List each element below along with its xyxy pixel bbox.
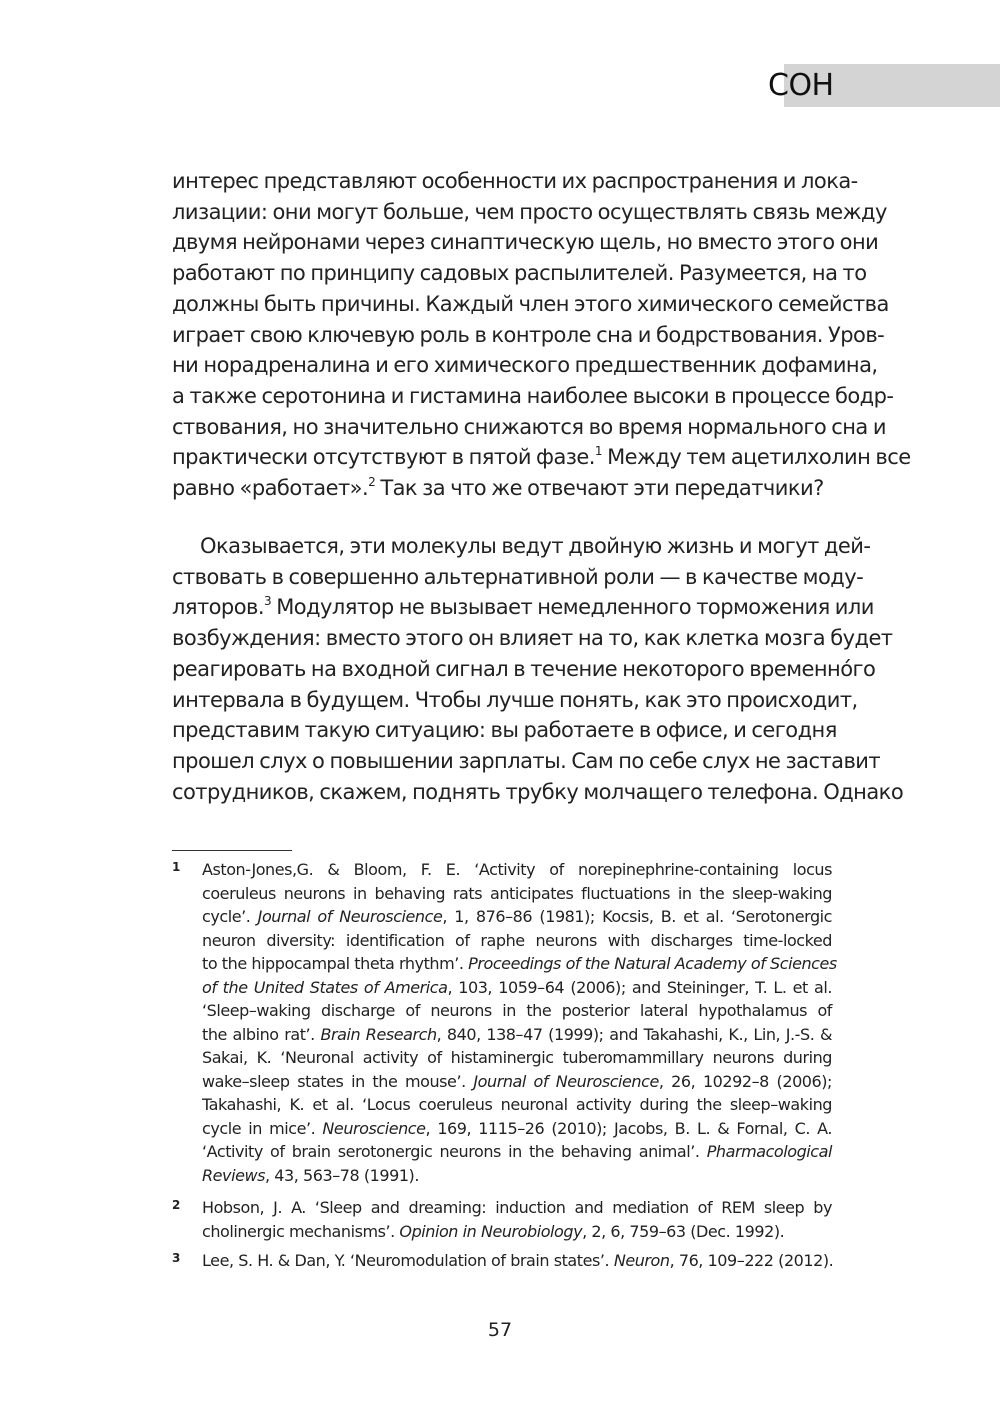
- footnote-2: [172, 1196, 832, 1243]
- footnote-line: [202, 1249, 832, 1273]
- text-line: должны быть причины. Каждый член этого химического семейства: [172, 291, 889, 316]
- text-line: реагировать на входной сигнал в течение некоторого временно́го: [172, 656, 876, 681]
- footnote-line: [202, 1220, 832, 1244]
- text-segment: Так за что же отвечают эти передатчики?: [375, 476, 824, 501]
- text-line: [172, 442, 911, 473]
- footnote-line: ‘Sleep–waking discharge of neurons in the posterior lateral hypothalamus of: [202, 1001, 832, 1020]
- footnote-number: 2: [172, 1198, 180, 1212]
- footnote-1: [172, 858, 837, 1187]
- text-line: а также серотонина и гистамина наиболее высоки в процессе бодр-: [172, 383, 894, 408]
- footnote-divider: [172, 850, 292, 851]
- text-line: Оказывается, эти молекулы ведут двойную жизнь и могут дей-: [200, 534, 871, 558]
- journal-title: Journal of Neuroscience: [473, 1071, 659, 1091]
- footnote-line: [202, 976, 832, 1000]
- footnote-body: [202, 1249, 832, 1273]
- text-segment: Между тем ацетилхолин все: [601, 445, 911, 470]
- text-segment: ляторов.: [172, 595, 264, 620]
- footnote-line: neuron diversity: identification of raphe neurons with discharges time-locked: [202, 930, 832, 950]
- footnote-body: [202, 858, 837, 1187]
- journal-title: Reviews: [202, 1165, 265, 1185]
- footnote-text: ‘Activity of brain serotonergic neurons in the behaving animal’.: [202, 1142, 707, 1161]
- footnote-text: , 103, 1059–64 (2006); and Steininger, T. L. et al.: [447, 977, 832, 997]
- footnote-line: [202, 1023, 832, 1047]
- journal-title: Neuroscience: [322, 1118, 426, 1138]
- text-line: лизации: они могут больше, чем просто осуществлять связь между: [172, 199, 887, 224]
- footnote-text: , 76, 109–222 (2012).: [669, 1251, 834, 1270]
- footnote-number: 1: [172, 860, 180, 874]
- footnote-text: , 840, 138–47 (1999); and Takahashi, K., Lin, J.-S. &: [436, 1024, 832, 1044]
- footnote-3: [172, 1249, 832, 1273]
- footnote-line: [202, 905, 832, 929]
- footnote-line: [202, 1140, 832, 1164]
- journal-title: Brain Research: [320, 1024, 437, 1044]
- text-line: представим такую ситуацию: вы работаете в офисе, и сегодня: [172, 718, 837, 743]
- text-line: сотрудников, скажем, поднять трубку молчащего телефона. Однако: [172, 779, 904, 804]
- running-header-title: СОН: [768, 68, 834, 103]
- text-line: играет свою ключевую роль в контроле сна и бодрствования. Уров-: [172, 322, 885, 347]
- footnote-text: cycle in mice’.: [202, 1118, 323, 1138]
- text-line: работают по принципу садовых распылителей. Разумеется, на то: [172, 261, 867, 286]
- footnote-text: cholinergic mechanisms’.: [202, 1221, 400, 1241]
- text-line: ствовать в совершенно альтернативной роли — в качестве моду-: [172, 564, 864, 589]
- text-line: [172, 592, 874, 623]
- text-line: ни норадреналина и его химического предшественник дофамина,: [172, 353, 878, 378]
- footnote-line: [202, 952, 837, 976]
- journal-title: Opinion in Neurobiology: [399, 1221, 583, 1241]
- footnote-line: coeruleus neurons in behaving rats anticipates fluctuations in the sleep-waking: [202, 883, 832, 903]
- text-line: прошел слух о повышении зарплаты. Сам по себе слух не заставит: [172, 748, 881, 773]
- paragraph-2: [172, 531, 904, 807]
- footnote-ref-3[interactable]: 3: [263, 594, 272, 609]
- footnote-line: Sakai, K. ‘Neuronal activity of histaminergic tuberomammillary neurons during: [202, 1048, 832, 1067]
- footnote-text: , 1, 876–86 (1981); Kocsis, B. et al. ‘Serotonergic: [442, 907, 832, 926]
- footnote-text: , 26, 10292–8 (2006);: [658, 1071, 832, 1091]
- text-line: интерес представляют особенности их распространения и лока-: [172, 169, 858, 193]
- footnote-line: [202, 1164, 832, 1188]
- footnote-body: [202, 1196, 832, 1243]
- footnote-text: wake–sleep states in the mouse’.: [202, 1071, 474, 1091]
- text-line: [172, 473, 832, 504]
- journal-title: Proceedings of the Natural Academy of Sciences: [468, 954, 837, 973]
- footnote-text: cycle’.: [202, 907, 258, 926]
- footnote-number: 3: [172, 1251, 180, 1265]
- text-line: двумя нейронами через синаптическую щель, но вместо этого они: [172, 230, 879, 255]
- footnote-text: the albino rat’.: [202, 1024, 321, 1044]
- footnote-text: to the hippocampal theta rhythm’.: [202, 954, 469, 973]
- footnote-text: , 43, 563–78 (1991).: [265, 1165, 419, 1185]
- text-line: интервала в будущем. Чтобы лучше понять, как это происходит,: [172, 687, 858, 712]
- footnote-line: Aston-Jones,G. & Bloom, F. E. ‘Activity of norepinephrine-containing locus: [202, 860, 832, 879]
- footnote-text: Lee, S. H. & Dan, Y. ‘Neuromodulation of brain states’.: [202, 1251, 614, 1270]
- footnote-ref-1[interactable]: 1: [594, 444, 602, 459]
- text-segment: Модулятор не вызывает немедленного торможения или: [271, 595, 874, 620]
- footnote-line: Takahashi, K. et al. ‘Locus coeruleus neuronal activity during the sleep–waking: [202, 1095, 832, 1114]
- text-line: возбуждения: вместо этого он влияет на то, как клетка мозга будет: [172, 626, 893, 651]
- journal-title: of the United States of America: [202, 977, 448, 997]
- text-line: ствования, но значительно снижаются во время нормального сна и: [172, 414, 886, 439]
- journal-title: Journal of Neuroscience: [257, 907, 443, 926]
- footnote-ref-2[interactable]: 2: [368, 475, 376, 490]
- footnote-line: [202, 1070, 832, 1094]
- footnote-text: , 2, 6, 759–63 (Dec. 1992).: [582, 1221, 785, 1241]
- journal-title: Neuron: [613, 1251, 670, 1270]
- footnote-line: Hobson, J. A. ‘Sleep and dreaming: induction and mediation of REM sleep by: [202, 1198, 832, 1217]
- paragraph-1: [172, 166, 911, 504]
- page-number: 57: [487, 1319, 513, 1341]
- footnote-line: [202, 1117, 832, 1141]
- footnote-text: , 169, 1115–26 (2010); Jacobs, B. L. & Fornal, C. A.: [425, 1118, 832, 1138]
- journal-title: Pharmacological: [706, 1142, 832, 1161]
- text-segment: равно «работает».: [172, 476, 369, 501]
- text-segment: практически отсутствуют в пятой фазе.: [172, 445, 595, 470]
